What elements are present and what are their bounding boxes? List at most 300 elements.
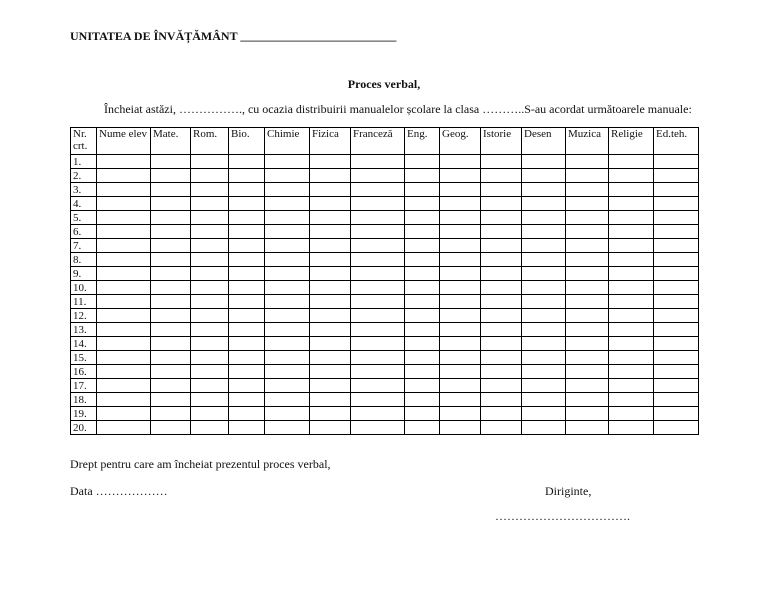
blank-cell: [191, 351, 229, 365]
blank-cell: [566, 323, 609, 337]
blank-cell: [151, 421, 191, 435]
blank-cell: [654, 295, 699, 309]
blank-cell: [440, 155, 481, 169]
blank-cell: [265, 239, 310, 253]
blank-cell: [310, 421, 351, 435]
blank-cell: [265, 421, 310, 435]
blank-cell: [151, 225, 191, 239]
blank-cell: [609, 309, 654, 323]
column-header: Nume elev: [97, 128, 151, 155]
blank-cell: [265, 253, 310, 267]
blank-cell: [310, 309, 351, 323]
column-header: Religie: [609, 128, 654, 155]
table-row: [71, 253, 699, 267]
blank-cell: [440, 253, 481, 267]
blank-cell: [151, 183, 191, 197]
blank-cell: [265, 281, 310, 295]
blank-cell: [609, 155, 654, 169]
blank-cell: [151, 211, 191, 225]
column-header: Rom.: [191, 128, 229, 155]
blank-cell: [351, 183, 405, 197]
blank-cell: [97, 169, 151, 183]
table-row: [71, 169, 699, 183]
blank-cell: [440, 365, 481, 379]
blank-cell: [481, 421, 522, 435]
blank-cell: [440, 337, 481, 351]
blank-cell: [310, 323, 351, 337]
blank-cell: [310, 267, 351, 281]
blank-cell: [609, 211, 654, 225]
table-row: [71, 183, 699, 197]
blank-cell: [351, 379, 405, 393]
blank-cell: [654, 239, 699, 253]
blank-cell: [654, 379, 699, 393]
blank-cell: [265, 183, 310, 197]
blank-cell: [566, 393, 609, 407]
blank-cell: [609, 183, 654, 197]
blank-cell: [351, 253, 405, 267]
blank-cell: [440, 281, 481, 295]
blank-cell: [654, 225, 699, 239]
blank-cell: [654, 197, 699, 211]
blank-cell: [405, 281, 440, 295]
blank-cell: [310, 407, 351, 421]
blank-cell: [609, 407, 654, 421]
blank-cell: [440, 351, 481, 365]
blank-cell: [310, 155, 351, 169]
blank-cell: [97, 407, 151, 421]
blank-cell: [229, 379, 265, 393]
blank-cell: [310, 337, 351, 351]
blank-cell: [481, 393, 522, 407]
blank-cell: [191, 155, 229, 169]
blank-cell: [654, 337, 699, 351]
blank-cell: [481, 239, 522, 253]
blank-cell: [229, 169, 265, 183]
blank-cell: [609, 351, 654, 365]
blank-cell: [351, 155, 405, 169]
column-header: Ed.teh.: [654, 128, 699, 155]
column-header: Chimie: [265, 128, 310, 155]
blank-cell: [229, 407, 265, 421]
blank-cell: [522, 309, 566, 323]
blank-cell: [97, 323, 151, 337]
diriginte-label: Diriginte,: [545, 484, 592, 498]
blank-cell: [522, 351, 566, 365]
table-row: [71, 393, 699, 407]
blank-cell: [97, 197, 151, 211]
blank-cell: [522, 155, 566, 169]
blank-cell: [97, 365, 151, 379]
blank-cell: [522, 365, 566, 379]
blank-cell: [351, 211, 405, 225]
blank-cell: [481, 253, 522, 267]
blank-cell: [481, 295, 522, 309]
blank-cell: [265, 211, 310, 225]
blank-cell: [609, 295, 654, 309]
blank-cell: [151, 393, 191, 407]
blank-cell: [265, 197, 310, 211]
row-number: 18.: [71, 393, 97, 407]
row-number: 4.: [71, 197, 97, 211]
blank-cell: [654, 365, 699, 379]
row-number: 2.: [71, 169, 97, 183]
blank-cell: [481, 197, 522, 211]
blank-cell: [151, 253, 191, 267]
blank-cell: [481, 183, 522, 197]
blank-cell: [265, 337, 310, 351]
blank-cell: [265, 379, 310, 393]
blank-cell: [566, 267, 609, 281]
blank-cell: [229, 197, 265, 211]
blank-cell: [191, 197, 229, 211]
blank-cell: [440, 309, 481, 323]
blank-cell: [566, 211, 609, 225]
blank-cell: [351, 169, 405, 183]
blank-cell: [440, 197, 481, 211]
column-header: Mate.: [151, 128, 191, 155]
blank-cell: [522, 323, 566, 337]
row-number: 14.: [71, 337, 97, 351]
blank-cell: [654, 183, 699, 197]
blank-cell: [522, 225, 566, 239]
blank-cell: [310, 239, 351, 253]
blank-cell: [191, 183, 229, 197]
blank-cell: [522, 295, 566, 309]
signature-line: …………………………….: [495, 509, 630, 523]
blank-cell: [97, 253, 151, 267]
blank-cell: [351, 239, 405, 253]
blank-cell: [522, 407, 566, 421]
blank-cell: [351, 267, 405, 281]
blank-cell: [440, 379, 481, 393]
row-number: 11.: [71, 295, 97, 309]
row-number: 8.: [71, 253, 97, 267]
blank-cell: [229, 281, 265, 295]
blank-cell: [351, 309, 405, 323]
blank-cell: [566, 295, 609, 309]
blank-cell: [229, 351, 265, 365]
blank-cell: [229, 267, 265, 281]
row-number: 12.: [71, 309, 97, 323]
blank-cell: [609, 169, 654, 183]
blank-cell: [191, 379, 229, 393]
row-number: 6.: [71, 225, 97, 239]
blank-cell: [566, 337, 609, 351]
blank-cell: [481, 169, 522, 183]
blank-cell: [229, 421, 265, 435]
blank-cell: [609, 421, 654, 435]
blank-cell: [566, 239, 609, 253]
blank-cell: [522, 211, 566, 225]
blank-cell: [265, 323, 310, 337]
blank-cell: [522, 393, 566, 407]
blank-cell: [151, 155, 191, 169]
blank-cell: [522, 169, 566, 183]
blank-cell: [229, 253, 265, 267]
blank-cell: [351, 197, 405, 211]
blank-cell: [265, 267, 310, 281]
blank-cell: [151, 365, 191, 379]
blank-cell: [654, 393, 699, 407]
blank-cell: [229, 239, 265, 253]
blank-cell: [191, 365, 229, 379]
column-header: Geog.: [440, 128, 481, 155]
table-row: [71, 197, 699, 211]
blank-cell: [229, 155, 265, 169]
blank-cell: [310, 365, 351, 379]
blank-cell: [405, 267, 440, 281]
blank-cell: [440, 267, 481, 281]
blank-cell: [654, 169, 699, 183]
blank-cell: [566, 281, 609, 295]
blank-cell: [97, 155, 151, 169]
row-number: 15.: [71, 351, 97, 365]
blank-cell: [566, 183, 609, 197]
blank-cell: [310, 253, 351, 267]
table-row: [71, 295, 699, 309]
blank-cell: [566, 197, 609, 211]
table-row: [71, 323, 699, 337]
blank-cell: [265, 225, 310, 239]
blank-cell: [191, 337, 229, 351]
blank-cell: [481, 155, 522, 169]
blank-cell: [191, 309, 229, 323]
institution-line: UNITATEA DE ÎNVĂȚĂMÂNT __________________________: [70, 29, 397, 43]
blank-cell: [566, 351, 609, 365]
table-row: [71, 225, 699, 239]
blank-cell: [97, 351, 151, 365]
blank-cell: [229, 295, 265, 309]
blank-cell: [351, 393, 405, 407]
blank-cell: [310, 379, 351, 393]
row-number: 1.: [71, 155, 97, 169]
table-row: [71, 351, 699, 365]
blank-cell: [191, 239, 229, 253]
table-header-row: [71, 128, 699, 155]
blank-cell: [151, 281, 191, 295]
blank-cell: [265, 365, 310, 379]
blank-cell: [265, 295, 310, 309]
blank-cell: [481, 365, 522, 379]
blank-cell: [481, 337, 522, 351]
blank-cell: [405, 379, 440, 393]
blank-cell: [229, 211, 265, 225]
table-row: [71, 337, 699, 351]
blank-cell: [566, 407, 609, 421]
row-number: 19.: [71, 407, 97, 421]
blank-cell: [151, 295, 191, 309]
row-number: 20.: [71, 421, 97, 435]
manuals-table: [70, 127, 699, 435]
blank-cell: [609, 225, 654, 239]
blank-cell: [609, 379, 654, 393]
blank-cell: [405, 183, 440, 197]
blank-cell: [265, 169, 310, 183]
blank-cell: [440, 323, 481, 337]
blank-cell: [440, 295, 481, 309]
blank-cell: [229, 337, 265, 351]
blank-cell: [654, 211, 699, 225]
blank-cell: [310, 183, 351, 197]
blank-cell: [191, 421, 229, 435]
blank-cell: [97, 211, 151, 225]
blank-cell: [654, 351, 699, 365]
blank-cell: [440, 211, 481, 225]
blank-cell: [191, 253, 229, 267]
table-row: [71, 211, 699, 225]
blank-cell: [654, 155, 699, 169]
blank-cell: [481, 225, 522, 239]
table-row: [71, 267, 699, 281]
blank-cell: [191, 407, 229, 421]
blank-cell: [351, 323, 405, 337]
blank-cell: [151, 197, 191, 211]
blank-cell: [609, 267, 654, 281]
blank-cell: [191, 169, 229, 183]
blank-cell: [97, 337, 151, 351]
table-row: [71, 407, 699, 421]
row-number: 5.: [71, 211, 97, 225]
blank-cell: [265, 155, 310, 169]
blank-cell: [191, 267, 229, 281]
blank-cell: [151, 267, 191, 281]
blank-cell: [310, 295, 351, 309]
blank-cell: [310, 211, 351, 225]
blank-cell: [440, 183, 481, 197]
row-number: 16.: [71, 365, 97, 379]
blank-cell: [97, 421, 151, 435]
table-row: [71, 155, 699, 169]
blank-cell: [310, 197, 351, 211]
blank-cell: [405, 225, 440, 239]
blank-cell: [609, 239, 654, 253]
blank-cell: [566, 379, 609, 393]
blank-cell: [440, 393, 481, 407]
blank-cell: [405, 393, 440, 407]
blank-cell: [310, 225, 351, 239]
blank-cell: [566, 155, 609, 169]
blank-cell: [191, 225, 229, 239]
blank-cell: [229, 225, 265, 239]
blank-cell: [654, 267, 699, 281]
blank-cell: [229, 393, 265, 407]
column-header: Bio.: [229, 128, 265, 155]
blank-cell: [351, 295, 405, 309]
blank-cell: [481, 281, 522, 295]
blank-cell: [191, 281, 229, 295]
blank-cell: [481, 309, 522, 323]
blank-cell: [151, 379, 191, 393]
row-number: 13.: [71, 323, 97, 337]
blank-cell: [151, 309, 191, 323]
blank-cell: [151, 323, 191, 337]
blank-cell: [265, 407, 310, 421]
blank-cell: [440, 225, 481, 239]
blank-cell: [97, 295, 151, 309]
blank-cell: [566, 365, 609, 379]
blank-cell: [97, 239, 151, 253]
blank-cell: [481, 379, 522, 393]
blank-cell: [522, 421, 566, 435]
blank-cell: [522, 239, 566, 253]
blank-cell: [310, 351, 351, 365]
blank-cell: [310, 281, 351, 295]
table-row: [71, 365, 699, 379]
blank-cell: [151, 351, 191, 365]
blank-cell: [351, 337, 405, 351]
blank-cell: [654, 421, 699, 435]
blank-cell: [405, 421, 440, 435]
blank-cell: [229, 323, 265, 337]
blank-cell: [481, 267, 522, 281]
blank-cell: [522, 267, 566, 281]
blank-cell: [481, 351, 522, 365]
blank-cell: [97, 309, 151, 323]
blank-cell: [405, 211, 440, 225]
blank-cell: [440, 239, 481, 253]
blank-cell: [609, 323, 654, 337]
table-row: [71, 421, 699, 435]
row-number: 10.: [71, 281, 97, 295]
blank-cell: [481, 211, 522, 225]
blank-cell: [191, 323, 229, 337]
table-row: [71, 309, 699, 323]
blank-cell: [405, 197, 440, 211]
blank-cell: [566, 225, 609, 239]
blank-cell: [405, 365, 440, 379]
blank-cell: [609, 197, 654, 211]
blank-cell: [566, 421, 609, 435]
column-header: Eng.: [405, 128, 440, 155]
blank-cell: [351, 225, 405, 239]
blank-cell: [522, 253, 566, 267]
row-number: 17.: [71, 379, 97, 393]
column-header: Franceză: [351, 128, 405, 155]
blank-cell: [351, 351, 405, 365]
blank-cell: [609, 393, 654, 407]
table-body: [71, 155, 699, 435]
blank-cell: [405, 309, 440, 323]
blank-cell: [151, 407, 191, 421]
blank-cell: [481, 407, 522, 421]
blank-cell: [440, 421, 481, 435]
blank-cell: [191, 393, 229, 407]
blank-cell: [97, 379, 151, 393]
column-header: Desen: [522, 128, 566, 155]
blank-cell: [310, 169, 351, 183]
blank-cell: [405, 155, 440, 169]
blank-cell: [522, 183, 566, 197]
column-header: Fizica: [310, 128, 351, 155]
blank-cell: [265, 393, 310, 407]
blank-cell: [191, 295, 229, 309]
blank-cell: [405, 239, 440, 253]
blank-cell: [405, 407, 440, 421]
table-row: [71, 239, 699, 253]
blank-cell: [351, 281, 405, 295]
blank-cell: [151, 169, 191, 183]
blank-cell: [609, 337, 654, 351]
blank-cell: [265, 351, 310, 365]
blank-cell: [151, 239, 191, 253]
blank-cell: [405, 323, 440, 337]
blank-cell: [229, 365, 265, 379]
blank-cell: [522, 281, 566, 295]
blank-cell: [654, 281, 699, 295]
blank-cell: [481, 323, 522, 337]
document-title: Proces verbal,: [347, 77, 421, 91]
